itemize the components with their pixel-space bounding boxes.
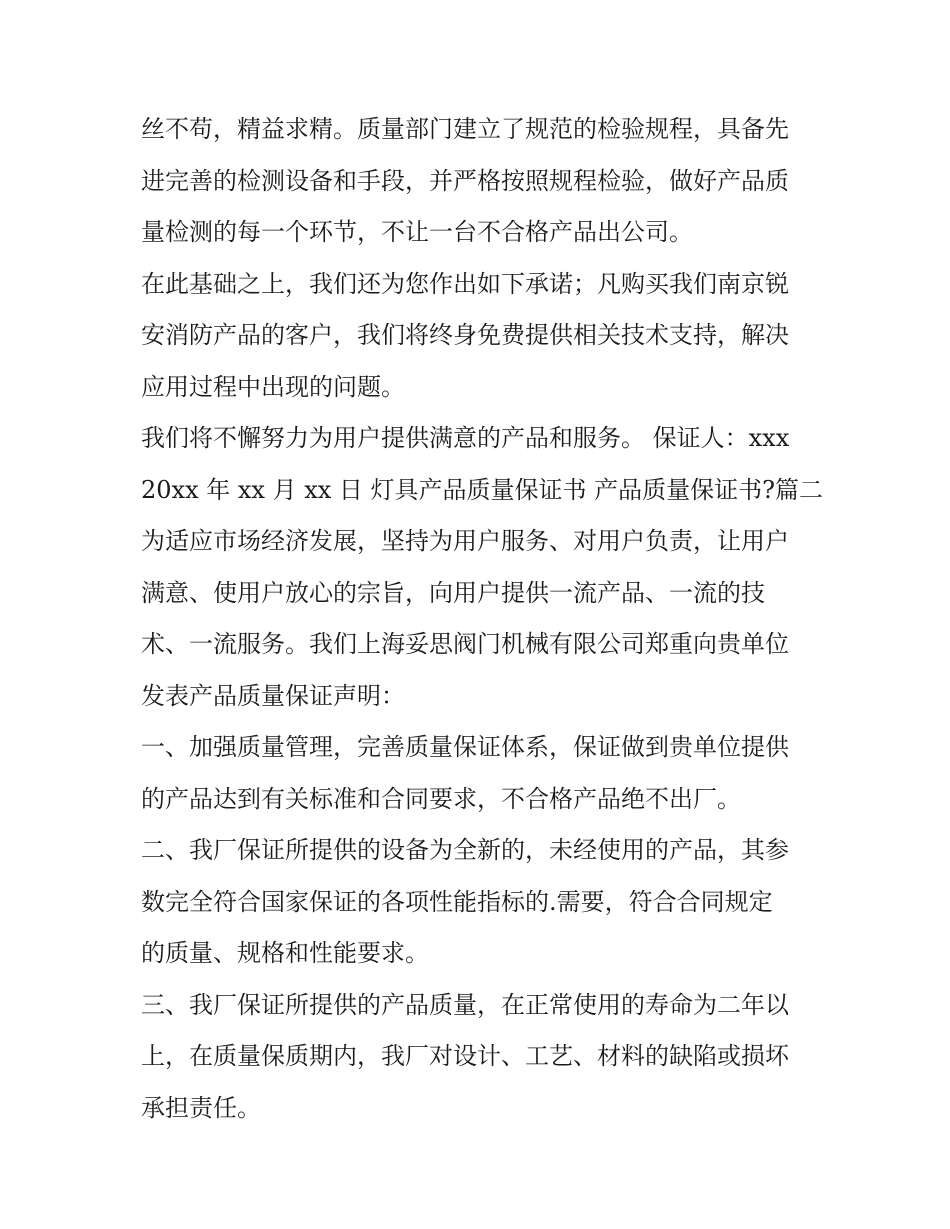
text-line: 术、一流服务。我们上海妥思阀门机械有限公司郑重向贵单位 bbox=[141, 630, 789, 658]
text-line: 发表产品质量保证声明： bbox=[141, 681, 405, 710]
text-line: 我们将不懈努力为用户提供满意的产品和服务。 保证人：xxx bbox=[141, 424, 790, 452]
text-line: 应用过程中出现的问题。 bbox=[141, 372, 405, 401]
text-line: 数完全符合国家保证的各项性能指标的.需要，符合合同规定 bbox=[141, 887, 773, 916]
text-line: 为适应市场经济发展，坚持为用户服务、对用户负责，让用户 bbox=[141, 527, 789, 555]
text-line: 满意、使用户放心的宗旨，向用户提供一流产品、一流的技 bbox=[141, 578, 765, 607]
text-line: 进完善的检测设备和手段，并严格按照规程检验，做好产品质 bbox=[141, 166, 789, 195]
text-line: 的质量、规格和性能要求。 bbox=[141, 939, 429, 967]
document-body bbox=[141, 104, 824, 1134]
text-line: 在此基础之上，我们还为您作出如下承诺；凡购买我们南京锐 bbox=[141, 269, 789, 298]
text-line: 三、我厂保证所提供的产品质量，在正常使用的寿命为二年以 bbox=[141, 990, 789, 1019]
text-line: 承担责任。 bbox=[141, 1093, 261, 1122]
text-line: 量检测的每一个环节，不让一台不合格产品出公司。 bbox=[141, 218, 693, 246]
text-line: 上，在质量保质期内，我厂对设计、工艺、材料的缺陷或损坏 bbox=[141, 1042, 789, 1070]
text-line: 丝不苟，精益求精。质量部门建立了规范的检验规程，具备先 bbox=[141, 115, 789, 143]
text-line: 二、我厂保证所提供的设备为全新的，未经使用的产品，其参 bbox=[141, 836, 789, 864]
text-line: 安消防产品的客户，我们将终身免费提供相关技术支持，解决 bbox=[141, 321, 789, 349]
text-line: 20xx 年 xx 月 xx 日 灯具产品质量保证书 产品质量保证书?篇二 bbox=[141, 475, 824, 504]
text-line: 一、加强质量管理，完善质量保证体系，保证做到贵单位提供 bbox=[141, 733, 789, 761]
text-line: 的产品达到有关标准和合同要求，不合格产品绝不出厂。 bbox=[141, 784, 741, 813]
